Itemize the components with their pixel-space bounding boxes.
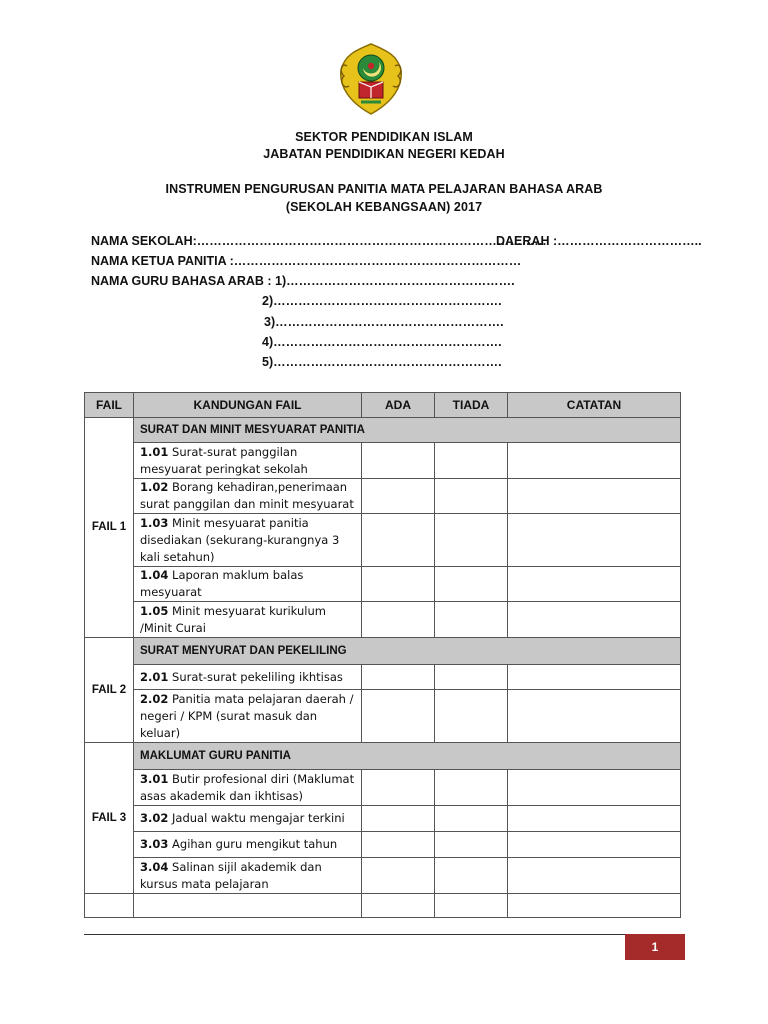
- item-text: Agihan guru mengikut tahun: [172, 837, 338, 851]
- ada-cell[interactable]: [362, 832, 435, 858]
- section-title: SURAT MENYURAT DAN PEKELILING: [134, 638, 681, 665]
- item-number: 1.02: [140, 480, 169, 494]
- page-number-badge: 1: [625, 934, 685, 960]
- table-row: [85, 858, 681, 894]
- item-number: 3.02: [140, 811, 169, 825]
- table-row: [85, 690, 681, 743]
- col-header-tiada: TIADA: [435, 393, 508, 418]
- col-header-kandungan: KANDUNGAN FAIL: [134, 393, 362, 418]
- header-line-1: SEKTOR PENDIDIKAN ISLAM: [295, 130, 473, 144]
- table-row: [85, 665, 681, 690]
- tiada-cell[interactable]: [435, 665, 508, 690]
- blank-cell[interactable]: [134, 894, 362, 918]
- tiada-cell[interactable]: [435, 567, 508, 602]
- blank-cell[interactable]: [85, 894, 134, 918]
- ada-cell[interactable]: [362, 858, 435, 894]
- item-number: 1.01: [140, 444, 169, 459]
- catatan-cell[interactable]: [508, 443, 681, 479]
- blank-cell[interactable]: [508, 894, 681, 918]
- table-row: [85, 443, 681, 479]
- crest-logo: [335, 40, 407, 118]
- header-line-4: (SEKOLAH KEBANGSAAN) 2017: [285, 200, 483, 214]
- ada-cell[interactable]: [362, 690, 435, 743]
- tiada-cell[interactable]: [435, 858, 508, 894]
- daerah-field[interactable]: DAERAH :……………………………..: [496, 234, 702, 248]
- item-number: 1.03: [140, 515, 169, 530]
- section-title: SURAT DAN MINIT MESYUARAT PANITIA: [134, 418, 681, 443]
- item-number: 3.03: [140, 837, 169, 851]
- ada-cell[interactable]: [362, 770, 435, 806]
- item-text: Minit mesyuarat kurikulum /Minit Curai: [140, 603, 326, 635]
- table-row: [85, 602, 681, 638]
- catatan-cell[interactable]: [508, 690, 681, 743]
- guru-2-field[interactable]: 2)……………………………………………….: [262, 294, 502, 308]
- nama-guru-field[interactable]: NAMA GURU BAHASA ARAB : 1)……………………………………………….: [91, 274, 515, 288]
- catatan-cell[interactable]: [508, 806, 681, 832]
- item-text: Butir profesional diri (Maklumat asas akademik dan ikhtisas): [140, 771, 355, 803]
- table-header-row: [85, 393, 681, 418]
- guru-3-field[interactable]: 3)……………………………………………….: [264, 315, 504, 329]
- item-text: Surat-surat pekeliling ikhtisas: [172, 669, 343, 684]
- section-row: [85, 418, 681, 443]
- blank-cell[interactable]: [362, 894, 435, 918]
- fail-label: FAIL 3: [85, 743, 134, 894]
- item-number: 2.01: [140, 669, 169, 684]
- blank-row: [85, 894, 681, 918]
- ada-cell[interactable]: [362, 602, 435, 638]
- table-row: [85, 479, 681, 514]
- table-row: [85, 567, 681, 602]
- catatan-cell[interactable]: [508, 832, 681, 858]
- fail-label: FAIL 1: [85, 418, 134, 638]
- fail-label: FAIL 2: [85, 638, 134, 743]
- tiada-cell[interactable]: [435, 770, 508, 806]
- item-text: Borang kehadiran,penerimaan surat panggilan dan minit mesyuarat: [140, 480, 354, 511]
- tiada-cell[interactable]: [435, 514, 508, 567]
- tiada-cell[interactable]: [435, 832, 508, 858]
- item-text: Salinan sijil akademik dan kursus mata pelajaran: [140, 859, 322, 891]
- item-number: 3.04: [140, 859, 169, 874]
- catatan-cell[interactable]: [508, 665, 681, 690]
- item-number: 1.05: [140, 603, 169, 618]
- tiada-cell[interactable]: [435, 806, 508, 832]
- ada-cell[interactable]: [362, 665, 435, 690]
- col-header-fail: FAIL: [85, 393, 134, 418]
- ada-cell[interactable]: [362, 443, 435, 479]
- guru-5-field[interactable]: 5)……………………………………………….: [262, 355, 502, 369]
- catatan-cell[interactable]: [508, 514, 681, 567]
- col-header-catatan: CATATAN: [508, 393, 681, 418]
- nama-ketua-field[interactable]: NAMA KETUA PANITIA :……………………………………………………………: [91, 254, 522, 268]
- table-row: [85, 806, 681, 832]
- table-row: [85, 514, 681, 567]
- catatan-cell[interactable]: [508, 858, 681, 894]
- item-text: Minit mesyuarat panitia disediakan (sekurang-kurangnya 3 kali setahun): [140, 515, 340, 564]
- section-row: [85, 743, 681, 770]
- header-line-3: INSTRUMEN PENGURUSAN PANITIA MATA PELAJARAN BAHASA ARAB: [165, 182, 603, 196]
- item-text: Surat-surat panggilan mesyuarat peringkat sekolah: [140, 444, 308, 476]
- tiada-cell[interactable]: [435, 479, 508, 514]
- instrument-table: [84, 392, 681, 918]
- table-row: [85, 770, 681, 806]
- item-number: 3.01: [140, 771, 169, 786]
- item-number: 2.02: [140, 691, 169, 706]
- ada-cell[interactable]: [362, 514, 435, 567]
- table-row: [85, 832, 681, 858]
- nama-sekolah-field[interactable]: NAMA SEKOLAH:…………………………………………………………………………: [91, 234, 547, 248]
- item-text: Panitia mata pelajaran daerah / negeri / KPM (surat masuk dan keluar): [140, 691, 354, 740]
- catatan-cell[interactable]: [508, 567, 681, 602]
- footer-divider: [84, 934, 684, 935]
- catatan-cell[interactable]: [508, 770, 681, 806]
- tiada-cell[interactable]: [435, 690, 508, 743]
- ada-cell[interactable]: [362, 479, 435, 514]
- col-header-ada: ADA: [362, 393, 435, 418]
- item-number: 1.04: [140, 568, 169, 582]
- section-row: [85, 638, 681, 665]
- catatan-cell[interactable]: [508, 602, 681, 638]
- ada-cell[interactable]: [362, 806, 435, 832]
- item-text: Jadual waktu mengajar terkini: [172, 811, 345, 825]
- section-title: MAKLUMAT GURU PANITIA: [134, 743, 681, 770]
- guru-4-field[interactable]: 4)……………………………………………….: [262, 335, 502, 349]
- catatan-cell[interactable]: [508, 479, 681, 514]
- ada-cell[interactable]: [362, 567, 435, 602]
- tiada-cell[interactable]: [435, 443, 508, 479]
- header-line-2: JABATAN PENDIDIKAN NEGERI KEDAH: [263, 147, 505, 161]
- blank-cell[interactable]: [435, 894, 508, 918]
- item-text: Laporan maklum balas mesyuarat: [140, 568, 304, 599]
- tiada-cell[interactable]: [435, 602, 508, 638]
